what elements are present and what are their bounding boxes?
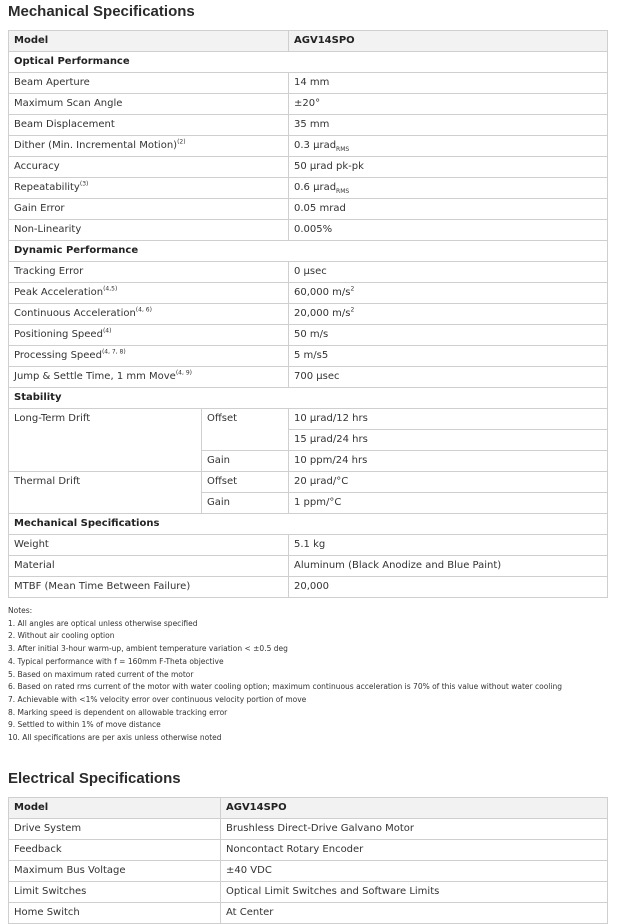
table-row [9, 472, 608, 493]
sub-label: Gain [202, 451, 289, 472]
label-text: Processing Speed [14, 350, 102, 361]
label-text: Peak Acceleration [14, 287, 104, 298]
section-row [9, 241, 608, 262]
section-row [9, 52, 608, 73]
model-value: AGV14SPO [289, 31, 608, 52]
spec-value: 50 m/s [289, 325, 608, 346]
electrical-specs-heading: Electrical Specifications [8, 770, 181, 787]
model-label: Model [9, 31, 289, 52]
spec-label: Tracking Error [9, 262, 289, 283]
unit-subscript: RMS [336, 188, 350, 195]
section-title: Dynamic Performance [9, 241, 608, 262]
spec-label [9, 304, 289, 325]
footnote-ref: (4, 9) [175, 369, 192, 377]
spec-value: Aluminum (Black Anodize and Blue Paint) [289, 556, 608, 577]
spec-value: 0 µsec [289, 262, 608, 283]
table-row [9, 819, 608, 840]
table-row [9, 283, 608, 304]
spec-label: Weight [9, 535, 289, 556]
table-row [9, 115, 608, 136]
sub-label: Offset [202, 472, 289, 493]
spec-label: Long-Term Drift [9, 409, 202, 472]
spec-label: Maximum Scan Angle [9, 94, 289, 115]
spec-value: Noncontact Rotary Encoder [221, 840, 608, 861]
footnote-ref: (4, 7, 8) [101, 348, 126, 356]
table-header-row [9, 31, 608, 52]
spec-label: Gain Error [9, 199, 289, 220]
footnote-ref: (4) [102, 327, 112, 335]
spec-label: Beam Aperture [9, 73, 289, 94]
sub-label: Gain [202, 493, 289, 514]
spec-value: 0.05 mrad [289, 199, 608, 220]
note-item: 3. After initial 3-hour warm-up, ambient temperature variation < ±0.5 deg [8, 644, 288, 654]
spec-label [9, 325, 289, 346]
spec-value: 14 mm [289, 73, 608, 94]
label-text: Continuous Acceleration [14, 308, 136, 319]
table-row [9, 94, 608, 115]
spec-value: 10 ppm/24 hrs [289, 451, 608, 472]
spec-value: 700 µsec [289, 367, 608, 388]
table-row [9, 367, 608, 388]
spec-value: 20 µrad/°C [289, 472, 608, 493]
note-item: 4. Typical performance with f = 160mm F-Theta objective [8, 656, 224, 666]
table-row [9, 882, 608, 903]
footnote-ref: (4, 6) [135, 306, 152, 314]
table-row [9, 304, 608, 325]
spec-label: Home Switch [9, 903, 221, 924]
footnote-ref: (4,5) [103, 285, 118, 293]
note-item: 2. Without air cooling option [8, 631, 115, 641]
note-item: 8. Marking speed is dependent on allowable tracking error [8, 707, 228, 717]
spec-value: Optical Limit Switches and Software Limits [221, 882, 608, 903]
value-text: 20,000 m/s [294, 308, 351, 319]
table-row [9, 577, 608, 598]
label-text: Repeatability [14, 182, 80, 193]
table-row [9, 220, 608, 241]
spec-value: Brushless Direct-Drive Galvano Motor [221, 819, 608, 840]
spec-value: 1 ppm/°C [289, 493, 608, 514]
table-row [9, 157, 608, 178]
table-row [9, 903, 608, 924]
spec-value: 50 µrad pk-pk [289, 157, 608, 178]
footnote-ref: (3) [79, 180, 89, 188]
spec-value: 0.005% [289, 220, 608, 241]
note-item: 10. All specifications are per axis unless otherwise noted [8, 733, 222, 743]
spec-value [289, 178, 608, 199]
spec-label: MTBF (Mean Time Between Failure) [9, 577, 289, 598]
spec-value: 35 mm [289, 115, 608, 136]
spec-label: Material [9, 556, 289, 577]
model-value: AGV14SPO [221, 798, 608, 819]
note-item: 7. Achievable with <1% velocity error over continuous velocity portion of move [8, 694, 307, 704]
section-title: Mechanical Specifications [9, 514, 608, 535]
label-text: Dither (Min. Incremental Motion) [14, 140, 178, 151]
table-row [9, 556, 608, 577]
electrical-specs-table [8, 797, 608, 924]
note-item: 5. Based on maximum rated current of the motor [8, 669, 194, 679]
spec-label: Thermal Drift [9, 472, 202, 514]
spec-value [289, 304, 608, 325]
section-row [9, 388, 608, 409]
spec-label [9, 367, 289, 388]
section-row [9, 514, 608, 535]
spec-label: Accuracy [9, 157, 289, 178]
model-label: Model [9, 798, 221, 819]
spec-value [289, 283, 608, 304]
value-text: 0.3 µrad [294, 140, 337, 151]
table-row [9, 346, 608, 367]
table-row [9, 535, 608, 556]
spec-label: Maximum Bus Voltage [9, 861, 221, 882]
spec-value: ±40 VDC [221, 861, 608, 882]
table-row [9, 136, 608, 157]
spec-value: 5 m/s5 [289, 346, 608, 367]
table-row [9, 73, 608, 94]
unit-superscript: 2 [350, 306, 355, 314]
spec-value: 15 µrad/24 hrs [289, 430, 608, 451]
spec-value: At Center [221, 903, 608, 924]
note-item: 1. All angles are optical unless otherwise specified [8, 618, 198, 628]
label-text: Positioning Speed [14, 329, 103, 340]
spec-value: 5.1 kg [289, 535, 608, 556]
spec-value: ±20° [289, 94, 608, 115]
spec-label [9, 178, 289, 199]
table-row [9, 409, 608, 430]
spec-label: Feedback [9, 840, 221, 861]
unit-subscript: RMS [336, 146, 350, 153]
note-item: 9. Settled to within 1% of move distance [8, 720, 161, 730]
notes-block [8, 605, 608, 745]
value-text: 0.6 µrad [294, 182, 337, 193]
table-row [9, 262, 608, 283]
spec-label [9, 136, 289, 157]
table-header-row [9, 798, 608, 819]
label-text: Jump & Settle Time, 1 mm Move [14, 371, 176, 382]
sub-label: Offset [202, 409, 289, 451]
mechanical-specs-table [8, 30, 608, 598]
section-title: Stability [9, 388, 608, 409]
spec-value [289, 136, 608, 157]
table-row [9, 199, 608, 220]
section-title: Optical Performance [9, 52, 608, 73]
spec-label: Non-Linearity [9, 220, 289, 241]
spec-label: Limit Switches [9, 882, 221, 903]
spec-label [9, 283, 289, 304]
note-item: 6. Based on rated rms current of the motor with water cooling option; maximum continuous acceleration is 70% of this value without water cooling [8, 682, 562, 692]
value-text: 60,000 m/s [294, 287, 351, 298]
table-row [9, 178, 608, 199]
table-row [9, 840, 608, 861]
spec-value: 10 µrad/12 hrs [289, 409, 608, 430]
footnote-ref: (2) [177, 138, 186, 146]
spec-label [9, 346, 289, 367]
unit-superscript: 2 [350, 285, 355, 293]
spec-label: Beam Displacement [9, 115, 289, 136]
notes-title: Notes: [8, 606, 33, 615]
spec-label: Drive System [9, 819, 221, 840]
table-row [9, 325, 608, 346]
table-row [9, 861, 608, 882]
spec-value: 20,000 [289, 577, 608, 598]
mechanical-specs-heading: Mechanical Specifications [8, 3, 195, 20]
